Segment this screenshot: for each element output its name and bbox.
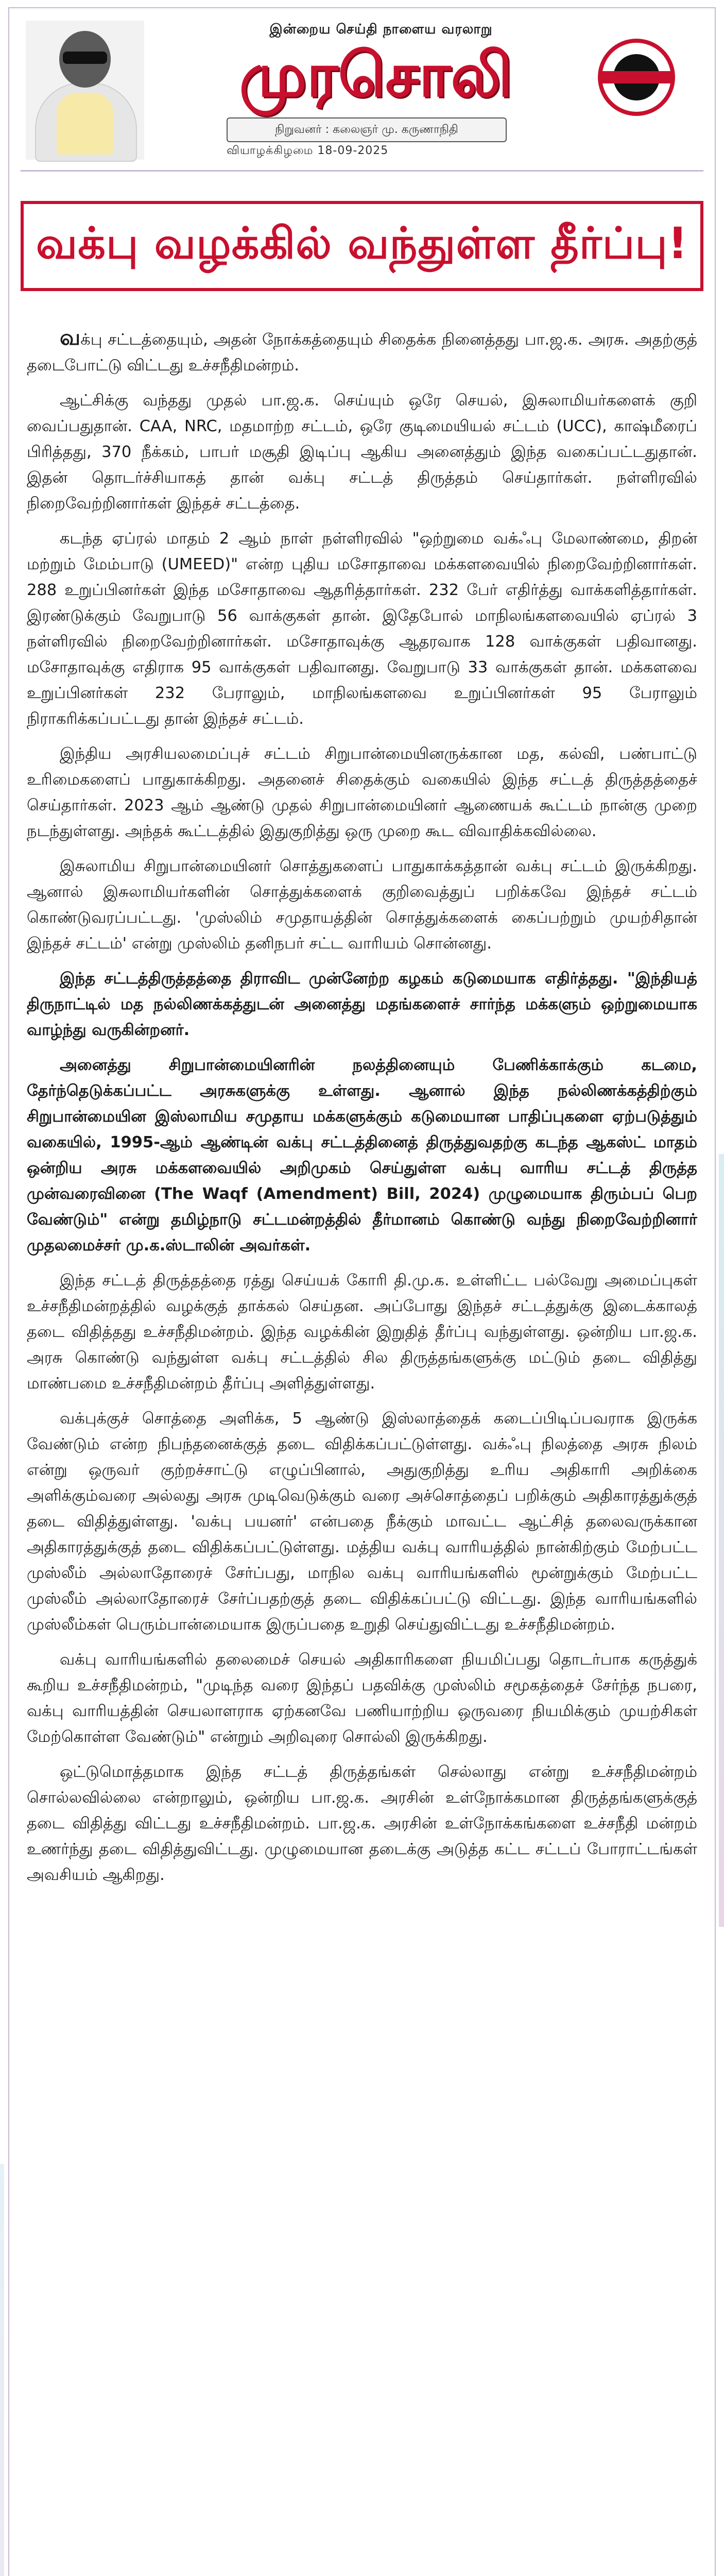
- masthead: [21, 15, 703, 165]
- newspaper-nameplate: முரசொலி: [239, 39, 513, 110]
- paragraph: அனைத்து சிறுபான்மையினரின் நலத்தினையும் பேணிக்காக்கும் கடமை, தேர்ந்தெடுக்கப்பட்ட அரசுகளுக்கு உள்ளது. ஆனால் இந்த நல்லிணக்கத்திற்கும் சிறுபான்மையின இஸ்லாமிய சமுதாய மக்களுக்கும் கடுமையான பாதிப்புகளை ஏற்படுத்தும் வகையில், 1995-ஆம் ஆண்டின் வக்பு சட்டத்தினைத் திருத்துவதற்கு கடந்த ஆகஸ்ட் மாதம் ஒன்றிய அரசு மக்களவையில் அறிமுகம் செய்துள்ள வக்பு வாரிய சட்டத் திருத்த முன்வரைவினை (The Waqf (Amendment) Bill, 2024) முழுமையாக திரும்பப் பெற வேண்டும்" என்று தமிழ்நாடு சட்டமன்றத்தில் தீர்மானம் கொண்டு வந்து நிறைவேற்றினார் முதலமைச்சர் மு.க.ஸ்டாலின் அவர்கள்.: [27, 1056, 697, 1255]
- editorial-headline: வக்பு வழக்கில் வந்துள்ள தீர்ப்பு!: [36, 217, 688, 268]
- paragraph: இந்த சட்டத் திருத்தத்தை ரத்து செய்யக் கோரி தி.மு.க. உள்ளிட்ட பல்வேறு அமைப்புகள் உச்சநீதிமன்றத்தில் வழக்குத் தாக்கல் செய்தன. அப்போது இந்தச் சட்டத்துக்கு இடைக்காலத் தடை விதித்தது உச்சநீதிமன்றம். இந்த வழக்கின் இறுதித் தீர்ப்பு வந்துள்ளது. ஒன்றிய பா.ஜ.க. அரசு கொண்டு வந்துள்ள வக்பு சட்டத்தில் சில திருத்தங்களுக்கு மட்டும் தடை விதித்து மாண்பமை உச்சநீதிமன்றம் தீர்ப்பு அளித்துள்ளது.: [27, 1272, 697, 1393]
- paragraph: இசுலாமிய சிறுபான்மையினர் சொத்துகளைப் பாதுகாக்கத்தான் வக்பு சட்டம் இருக்கிறது. ஆனால் இசுலாமியர்களின் சொத்துக்களைக் குறிவைத்துப் பறிக்கவே இந்தச் சட்டம் கொண்டுவரப்பட்டது. 'முஸ்லிம் சமுதாயத்தின் சொத்துக்களைக் கைப்பற்றும் முயற்சிதான் இந்தச் சட்டம்' என்று முஸ்லிம் தனிநபர் சட்ட வாரியம் சொன்னது.: [27, 857, 697, 953]
- paragraph: கடந்த ஏப்ரல் மாதம் 2 ஆம் நாள் நள்ளிரவில் "ஒற்றுமை வக்ஃபு மேலாண்மை, திறன் மற்றும் மேம்பாடு (UMEED)" என்ற புதிய மசோதாவை மக்களவையில் நிறைவேற்றினார்கள். 288 உறுப்பினர்கள் இந்த மசோதாவை ஆதரித்தார்கள். 232 பேர் எதிர்த்து வாக்களித்தார்கள். இரண்டுக்கும் வேறுபாடு 56 வாக்குகள் தான். இதேபோல் மாநிலங்களவையில் ஏப்ரல் 3 நள்ளிரவில் நிறைவேற்றினார்கள். மசோதாவுக்கு ஆதரவாக 128 வாக்குகள் பதிவானது. மசோதாவுக்கு எதிராக 95 வாக்குகள் பதிவானது. வேறுபாடு 33 வாக்குகள் தான். மக்களவை உறுப்பினர்கள் 232 பேராலும், மாநிலங்களவை உறுப்பினர்கள் 95 பேராலும் நிராகரிக்கப்பட்டது தான் இந்தச் சட்டம்.: [27, 530, 697, 728]
- headline-box: [21, 201, 703, 291]
- drop-cap: வ: [60, 325, 81, 350]
- party-emblem: [549, 26, 683, 160]
- emblem-icon: [598, 39, 675, 116]
- paragraph: வக்பு சட்டத்தையும், அதன் நோக்கத்தையும் சிதைக்க நினைத்தது பா.ஜ.க. அரசு. அதற்குத் தடைபோட்டு விட்டது உச்சநீதிமன்றம்.: [27, 325, 697, 375]
- founder-portrait: [26, 21, 144, 160]
- paragraph: வக்பு வாரியங்களில் தலைமைச் செயல் அதிகாரிகளை நியமிப்பது தொடர்பாக கருத்துக் கூறிய உச்சநீதிமன்றம், "முடிந்த வரை இந்தப் பதவிக்கு முஸ்லிம் சமூகத்தைச் சேர்ந்த நபரை, வக்பு வாரியத்தின் செயலாளராக ஏற்கனவே பணியாற்றிய ஒருவரை நியமிக்கும் முயற்சிகள் மேற்கொள்ள வேண்டும்" என்றும் அறிவுரை சொல்லி இருக்கிறது.: [27, 1651, 697, 1746]
- divider: [21, 170, 703, 172]
- founder-credit: நிறுவனர் : கலைஞர் மு. கருணாநிதி: [227, 117, 507, 142]
- paragraph: ஆட்சிக்கு வந்தது முதல் பா.ஜ.க. செய்யும் ஒரே செயல், இசுலாமியர்களைக் குறி வைப்பதுதான். CAA, NRC, மதமாற்ற சட்டம், ஒரே குடிமையியல் சட்டம் (UCC), காஷ்மீரைப் பிரித்தது, 370 நீக்கம், பாபர் மசூதி இடிப்பு ஆகிய அனைத்தும் இந்த வகைப்பட்டதுதான். இதன் தொடர்ச்சியாகத் தான் வக்பு சட்டத் திருத்தம் செய்தார்கள். நள்ளிரவில் நிறைவேற்றினார்கள் இந்தச் சட்டத்தை.: [27, 392, 697, 513]
- masthead-tagline: இன்றைய செய்தி நாளைய வரலாறு: [269, 22, 493, 37]
- paragraph: இந்திய அரசியலமைப்புச் சட்டம் சிறுபான்மையினருக்கான மத, கல்வி, பண்பாட்டு உரிமைகளைப் பாதுகாக்கிறது. அதனைச் சிதைக்கும் வகையில் இந்த சட்டத் திருத்தத்தைச் செய்தார்கள். 2023 ஆம் ஆண்டு முதல் சிறுபான்மையினர் ஆணையக் கூட்டம் நான்கு முறை நடந்துள்ளது. அந்தக் கூட்டத்தில் இதுகுறித்து ஒரு முறை கூட விவாதிக்கவில்லை.: [27, 745, 697, 840]
- side-strip: [0, 2164, 4, 2576]
- side-strip: [719, 1154, 724, 1927]
- issue-date: வியாழக்கிழமை 18-09-2025: [227, 144, 389, 157]
- paragraph: இந்த சட்டத்திருத்தத்தை திராவிட முன்னேற்ற கழகம் கடுமையாக எதிர்த்தது. "இந்தியத் திருநாட்டில் மத நல்லிணக்கத்துடன் அனைத்து மதங்களைச் சார்ந்த மக்களும் ஒற்றுமையாக வாழ்ந்து வருகின்றனர்.: [27, 970, 697, 1039]
- paragraph: வக்புக்குச் சொத்தை அளிக்க, 5 ஆண்டு இஸ்லாத்தைக் கடைப்பிடிப்பவராக இருக்க வேண்டும் என்ற நிபந்தனைக்குத் தடை விதிக்கப்பட்டுள்ளது. வக்ஃபு நிலத்தை அரசு நிலம் என்று ஒருவர் குற்றச்சாட்டு எழுப்பினால், அதுகுறித்து உரிய அதிகாரி அறிக்கை அளிக்கும்வரை அல்லது அரசு முடிவெடுக்கும் வரை அச்சொத்தைப் பறிக்கும் அதிகாரத்துக்குத் தடை விதித்துள்ளது. 'வக்பு பயனர்' என்பதை நீக்கும் மாவட்ட ஆட்சித் தலைவருக்கான அதிகாரத்துக்குத் தடை விதிக்கப்பட்டுள்ளது. மத்திய வக்பு வாரியத்தில் நான்கிற்கும் மேற்பட்ட முஸ்லீம் அல்லாதோரைச் சேர்ப்பது, மாநில வக்பு வாரியங்களில் மூன்றுக்கும் மேற்பட்ட முஸ்லீம் அல்லாதோரைச் சேர்ப்பதற்குத் தடை விதிக்கப்பட்டு விட்டது. இந்த வாரியங்களில் முஸ்லீம்கள் பெரும்பான்மையாக இருப்பதை உறுதி செய்துவிட்டது உச்சநீதிமன்றம்.: [27, 1410, 698, 1634]
- editorial-body: [27, 325, 697, 1897]
- paragraph: ஒட்டுமொத்தமாக இந்த சட்டத் திருத்தங்கள் செல்லாது என்று உச்சநீதிமன்றம் சொல்லவில்லை என்றாலும், ஒன்றிய பா.ஜ.க. அரசின் உள்நோக்கமான திருத்தங்களுக்குத் தடை விதித்து விட்டது உச்சநீதிமன்றம். பா.ஜ.க. அரசின் உள்நோக்கங்களை உச்சநீதி மன்றம் உணர்ந்து தடை விதித்துவிட்டது. முழுமையான தடைக்கு அடுத்த கட்ட சட்டப் போராட்டங்கள் அவசியம் ஆகிறது.: [27, 1763, 697, 1884]
